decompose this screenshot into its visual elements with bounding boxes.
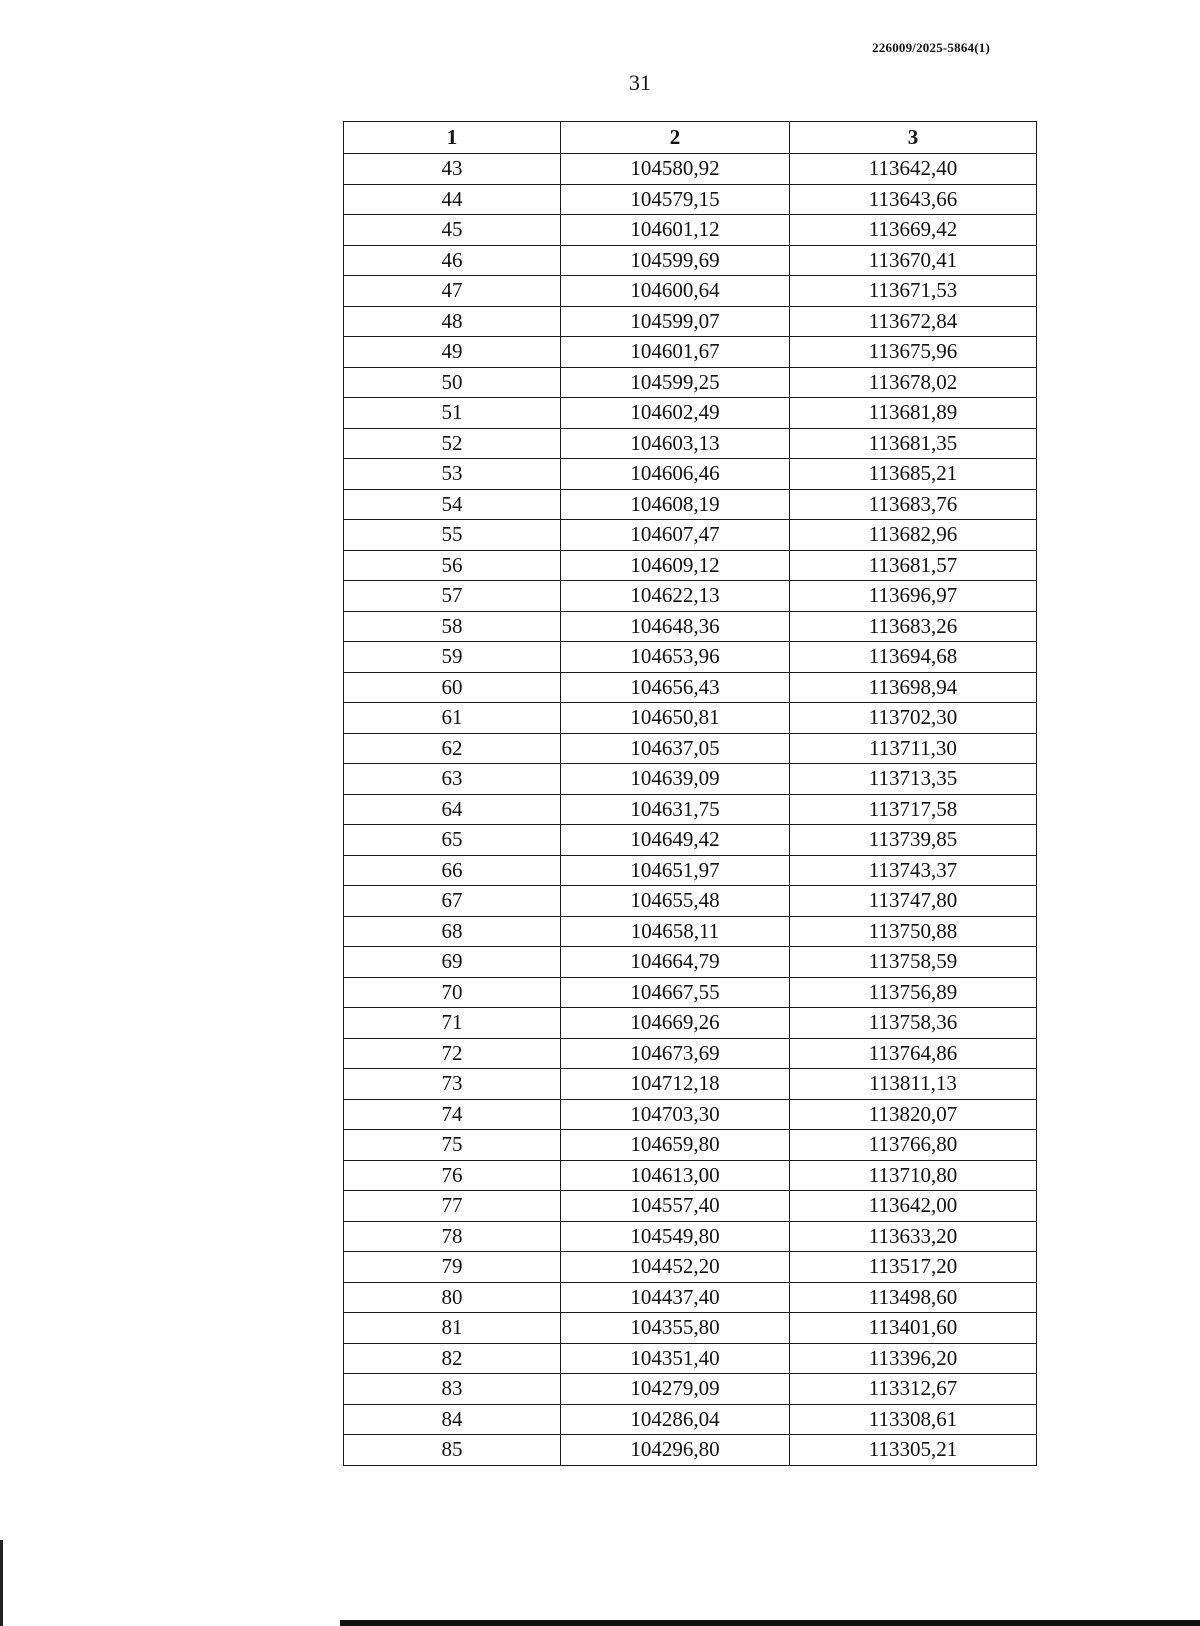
table-cell: 80 (344, 1282, 561, 1313)
table-cell: 104712,18 (561, 1069, 790, 1100)
table-row (344, 459, 1037, 490)
table-cell: 113643,66 (790, 184, 1037, 215)
table-cell: 104673,69 (561, 1038, 790, 1069)
table-cell: 113396,20 (790, 1343, 1037, 1374)
table-cell: 63 (344, 764, 561, 795)
table-cell: 113642,40 (790, 154, 1037, 185)
table-row (344, 611, 1037, 642)
coordinates-table (343, 121, 1037, 1466)
table-cell: 104608,19 (561, 489, 790, 520)
table-cell: 64 (344, 794, 561, 825)
table-cell: 113633,20 (790, 1221, 1037, 1252)
table-cell: 113681,57 (790, 550, 1037, 581)
table-cell: 104437,40 (561, 1282, 790, 1313)
table-cell: 54 (344, 489, 561, 520)
table-cell: 113717,58 (790, 794, 1037, 825)
table-cell: 113758,59 (790, 947, 1037, 978)
table-cell: 113675,96 (790, 337, 1037, 368)
table-cell: 104622,13 (561, 581, 790, 612)
column-header: 3 (790, 122, 1037, 154)
table-cell: 113671,53 (790, 276, 1037, 307)
table-cell: 113713,35 (790, 764, 1037, 795)
table-cell: 113685,21 (790, 459, 1037, 490)
table-row (344, 154, 1037, 185)
table-cell: 104658,11 (561, 916, 790, 947)
table-row (344, 215, 1037, 246)
table-cell: 66 (344, 855, 561, 886)
table-cell: 104599,69 (561, 245, 790, 276)
bottom-edge-rule (340, 1620, 1200, 1626)
table-row (344, 1374, 1037, 1405)
table-row (344, 1252, 1037, 1283)
table-row (344, 916, 1037, 947)
table-cell: 104609,12 (561, 550, 790, 581)
table-cell: 104669,26 (561, 1008, 790, 1039)
table-cell: 113811,13 (790, 1069, 1037, 1100)
table-cell: 104355,80 (561, 1313, 790, 1344)
table-cell: 104296,80 (561, 1435, 790, 1466)
table-cell: 113401,60 (790, 1313, 1037, 1344)
table-cell: 57 (344, 581, 561, 612)
table-row (344, 1404, 1037, 1435)
table-cell: 79 (344, 1252, 561, 1283)
table-row (344, 764, 1037, 795)
table-row (344, 1313, 1037, 1344)
table-cell: 73 (344, 1069, 561, 1100)
table-cell: 104600,64 (561, 276, 790, 307)
table-cell: 113670,41 (790, 245, 1037, 276)
table-cell: 104650,81 (561, 703, 790, 734)
table-cell: 104579,15 (561, 184, 790, 215)
table-cell: 69 (344, 947, 561, 978)
table-cell: 113702,30 (790, 703, 1037, 734)
table-cell: 65 (344, 825, 561, 856)
table-row (344, 1343, 1037, 1374)
table-cell: 113669,42 (790, 215, 1037, 246)
table-cell: 113698,94 (790, 672, 1037, 703)
table-cell: 104286,04 (561, 1404, 790, 1435)
table-cell: 113498,60 (790, 1282, 1037, 1313)
table-row (344, 398, 1037, 429)
table-cell: 104599,07 (561, 306, 790, 337)
table-cell: 104602,49 (561, 398, 790, 429)
table-cell: 104279,09 (561, 1374, 790, 1405)
table-row (344, 550, 1037, 581)
table-cell: 44 (344, 184, 561, 215)
table-header-row (344, 122, 1037, 154)
table-cell: 76 (344, 1160, 561, 1191)
table-cell: 113305,21 (790, 1435, 1037, 1466)
table-cell: 104631,75 (561, 794, 790, 825)
table-row (344, 367, 1037, 398)
table-row (344, 1191, 1037, 1222)
table-cell: 104655,48 (561, 886, 790, 917)
table-row (344, 1038, 1037, 1069)
table-cell: 104601,67 (561, 337, 790, 368)
table-cell: 113308,61 (790, 1404, 1037, 1435)
table-row (344, 855, 1037, 886)
table-cell: 48 (344, 306, 561, 337)
column-header: 1 (344, 122, 561, 154)
table-row (344, 733, 1037, 764)
table-cell: 53 (344, 459, 561, 490)
table-cell: 104648,36 (561, 611, 790, 642)
table-cell: 45 (344, 215, 561, 246)
table-cell: 113743,37 (790, 855, 1037, 886)
table-cell: 113747,80 (790, 886, 1037, 917)
table-row (344, 489, 1037, 520)
table-cell: 104664,79 (561, 947, 790, 978)
table-cell: 77 (344, 1191, 561, 1222)
table-cell: 49 (344, 337, 561, 368)
page-number: 31 (629, 70, 651, 95)
table-cell: 113750,88 (790, 916, 1037, 947)
table-row (344, 703, 1037, 734)
table-cell: 113312,67 (790, 1374, 1037, 1405)
table-cell: 113766,80 (790, 1130, 1037, 1161)
table-cell: 113739,85 (790, 825, 1037, 856)
table-cell: 52 (344, 428, 561, 459)
table-row (344, 184, 1037, 215)
table-cell: 67 (344, 886, 561, 917)
table-row (344, 1099, 1037, 1130)
table-cell: 113756,89 (790, 977, 1037, 1008)
table-cell: 82 (344, 1343, 561, 1374)
table-cell: 104649,42 (561, 825, 790, 856)
table-cell: 104351,40 (561, 1343, 790, 1374)
table-cell: 113710,80 (790, 1160, 1037, 1191)
table-cell: 113711,30 (790, 733, 1037, 764)
table-row (344, 306, 1037, 337)
table-cell: 85 (344, 1435, 561, 1466)
table-cell: 104599,25 (561, 367, 790, 398)
table-row (344, 1008, 1037, 1039)
table-cell: 72 (344, 1038, 561, 1069)
table-cell: 46 (344, 245, 561, 276)
table-body (344, 154, 1037, 1466)
table-cell: 113678,02 (790, 367, 1037, 398)
table-cell: 56 (344, 550, 561, 581)
table-cell: 104607,47 (561, 520, 790, 551)
table-cell: 71 (344, 1008, 561, 1039)
table-row (344, 642, 1037, 673)
table-cell: 104601,12 (561, 215, 790, 246)
table-cell: 78 (344, 1221, 561, 1252)
table-cell: 104606,46 (561, 459, 790, 490)
table-cell: 113682,96 (790, 520, 1037, 551)
table-row (344, 672, 1037, 703)
table-cell: 104651,97 (561, 855, 790, 886)
table-cell: 104659,80 (561, 1130, 790, 1161)
table-cell: 50 (344, 367, 561, 398)
table-cell: 104703,30 (561, 1099, 790, 1130)
table-cell: 113820,07 (790, 1099, 1037, 1130)
table-cell: 74 (344, 1099, 561, 1130)
table-row (344, 245, 1037, 276)
table-cell: 104549,80 (561, 1221, 790, 1252)
table-cell: 68 (344, 916, 561, 947)
table-cell: 113642,00 (790, 1191, 1037, 1222)
table-cell: 104580,92 (561, 154, 790, 185)
table-cell: 62 (344, 733, 561, 764)
table-cell: 113672,84 (790, 306, 1037, 337)
table-cell: 104603,13 (561, 428, 790, 459)
table-cell: 113758,36 (790, 1008, 1037, 1039)
table-cell: 104452,20 (561, 1252, 790, 1283)
table-cell: 113696,97 (790, 581, 1037, 612)
table-cell: 104667,55 (561, 977, 790, 1008)
table-cell: 104557,40 (561, 1191, 790, 1222)
table-row (344, 947, 1037, 978)
table-cell: 43 (344, 154, 561, 185)
table-cell: 75 (344, 1130, 561, 1161)
table-cell: 113681,89 (790, 398, 1037, 429)
table-cell: 104637,05 (561, 733, 790, 764)
table-cell: 113683,26 (790, 611, 1037, 642)
table-cell: 60 (344, 672, 561, 703)
table-cell: 113681,35 (790, 428, 1037, 459)
table-row (344, 825, 1037, 856)
table-row (344, 1282, 1037, 1313)
table-row (344, 794, 1037, 825)
table-row (344, 886, 1037, 917)
table-row (344, 520, 1037, 551)
table-cell: 81 (344, 1313, 561, 1344)
left-edge-scan-mark (0, 1540, 3, 1626)
table-row (344, 337, 1037, 368)
table-cell: 58 (344, 611, 561, 642)
table-row (344, 1160, 1037, 1191)
table-cell: 104653,96 (561, 642, 790, 673)
table-row (344, 1069, 1037, 1100)
table-cell: 47 (344, 276, 561, 307)
column-header: 2 (561, 122, 790, 154)
table-row (344, 428, 1037, 459)
table-cell: 83 (344, 1374, 561, 1405)
table-row (344, 581, 1037, 612)
table-cell: 104639,09 (561, 764, 790, 795)
table-cell: 104613,00 (561, 1160, 790, 1191)
table-cell: 113694,68 (790, 642, 1037, 673)
table-cell: 104656,43 (561, 672, 790, 703)
table-cell: 59 (344, 642, 561, 673)
table-cell: 55 (344, 520, 561, 551)
table-cell: 61 (344, 703, 561, 734)
table-cell: 113683,76 (790, 489, 1037, 520)
table-row (344, 1435, 1037, 1466)
document-reference-number: 226009/2025-5864(1) (872, 40, 990, 55)
table-row (344, 977, 1037, 1008)
table-row (344, 1221, 1037, 1252)
table-cell: 51 (344, 398, 561, 429)
table-cell: 113517,20 (790, 1252, 1037, 1283)
table-cell: 84 (344, 1404, 561, 1435)
table-cell: 113764,86 (790, 1038, 1037, 1069)
table-row (344, 1130, 1037, 1161)
table-cell: 70 (344, 977, 561, 1008)
table-row (344, 276, 1037, 307)
